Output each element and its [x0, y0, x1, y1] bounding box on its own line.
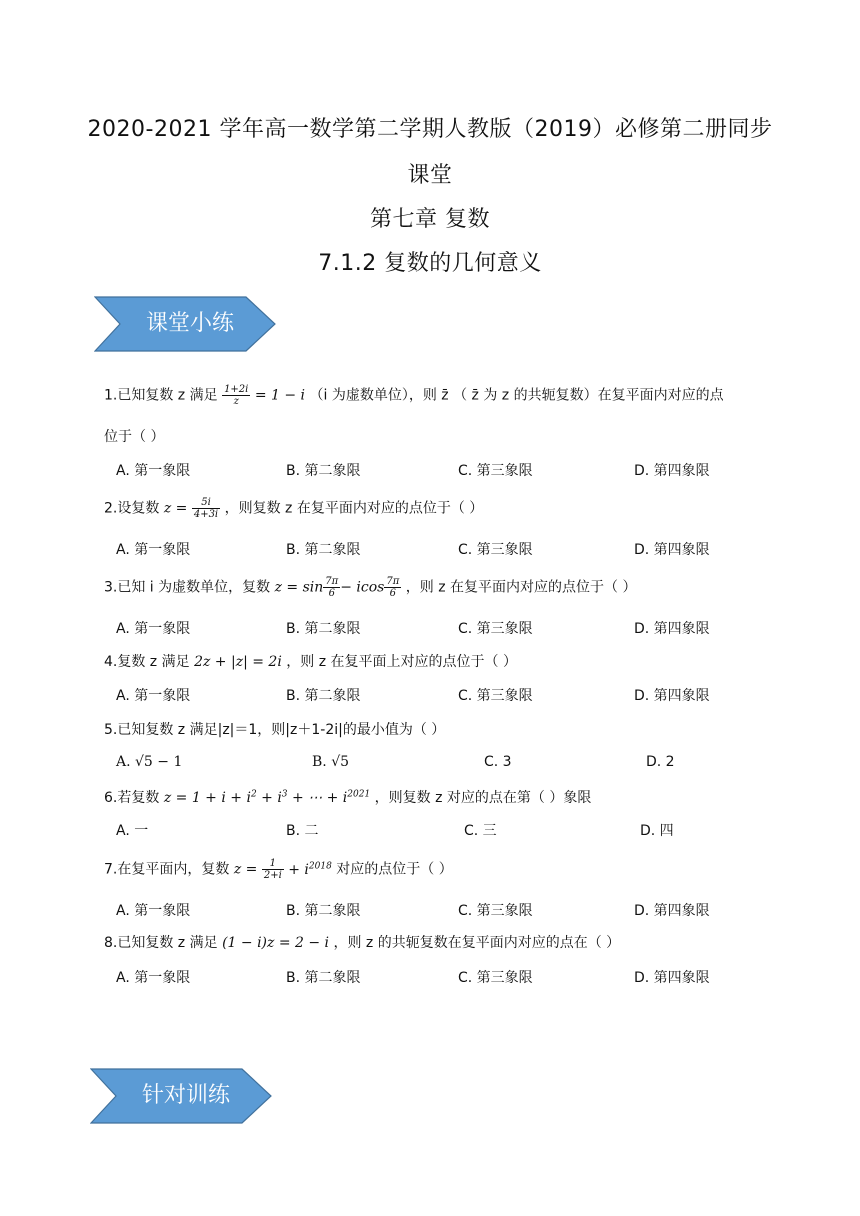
option-d: D. 第四象限 [634, 970, 710, 986]
question-text-cont: ，则复数 z 对应的点在第（ ）象限 [374, 790, 592, 806]
question-number: 7. [104, 861, 118, 878]
question-1-line2: 位于（ ） [104, 429, 165, 445]
option-a: A. 第一象限 [116, 463, 191, 479]
numerator: 1 [262, 858, 284, 870]
option-d: D. 第四象限 [634, 688, 710, 704]
option-c: C. 第三象限 [458, 463, 533, 479]
question-text: 已知复数 z 满足 [117, 387, 218, 404]
equation-lhs: z = [233, 861, 258, 878]
equation: 2z + |z| = 2i [194, 654, 282, 670]
equation-lhs: z = [163, 500, 188, 517]
fraction [222, 384, 250, 407]
question-number: 4. [104, 654, 118, 670]
option-a: A. 一 [116, 823, 149, 839]
option-d: D. 第四象限 [634, 903, 710, 919]
question-5 [104, 719, 445, 739]
option-b: B. 第二象限 [286, 621, 361, 637]
doc-title-line2: 课堂 [407, 163, 453, 188]
option-a: A. 第一象限 [116, 970, 191, 986]
option-b: B. 第二象限 [286, 970, 361, 986]
equation-part: + ⋯ + i [287, 790, 348, 806]
numerator: 5i [192, 497, 220, 509]
exponent: 2018 [308, 860, 332, 871]
question-text-cont: ，则 z 在复平面内对应的点位于（ ） [405, 579, 637, 596]
question-number: 5. [104, 722, 118, 738]
option-b: B. 第二象限 [286, 542, 361, 558]
option-d: D. 第四象限 [634, 463, 710, 479]
option-c: C. 第三象限 [458, 970, 533, 986]
fraction [192, 497, 220, 520]
option-b: B. √5 [312, 754, 350, 770]
training-banner-label: 针对训练 [141, 1083, 230, 1108]
question-8 [104, 932, 620, 952]
question-text: 已知复数 z 满足 [117, 935, 218, 951]
question-number: 3. [104, 579, 118, 596]
denominator: 2+i [263, 870, 282, 881]
option-a: A. 第一象限 [116, 688, 191, 704]
option-c: C. 第三象限 [458, 688, 533, 704]
practice-banner [94, 296, 274, 352]
question-text: 若复数 [117, 790, 160, 806]
question-2 [104, 497, 483, 520]
option-c: C. 第三象限 [458, 542, 533, 558]
equation-part: z = 1 + i + i [163, 790, 251, 806]
equation: = 1 − i [254, 387, 306, 404]
question-4 [104, 651, 517, 671]
equation [164, 790, 370, 806]
option-b: B. 第二象限 [286, 463, 361, 479]
equation: (1 − i)z = 2 − i [222, 935, 330, 951]
question-text: 设复数 [117, 500, 160, 517]
exponent: 2021 [347, 789, 371, 800]
question-text-cont: 对应的点位于（ ） [336, 861, 453, 878]
option-d: D. 四 [640, 823, 674, 839]
question-text: 在复平面内，复数 [117, 861, 230, 878]
equation-part: + i [256, 790, 282, 806]
option-a: A. 第一象限 [116, 621, 191, 637]
option-c: C. 第三象限 [458, 903, 533, 919]
question-text: 已知 i 为虚数单位，复数 [117, 579, 271, 596]
equation [288, 862, 332, 878]
question-1 [104, 384, 724, 407]
option-c: C. 三 [464, 823, 497, 839]
exponent: 3 [281, 789, 288, 800]
fraction [262, 858, 284, 881]
option-a: A. 第一象限 [116, 542, 191, 558]
option-b: B. 二 [286, 823, 319, 839]
question-text-cont: ，则复数 z 在复平面内对应的点位于（ ） [224, 500, 484, 517]
option-d: D. 第四象限 [634, 621, 710, 637]
exponent: 2 [250, 789, 257, 800]
fraction [323, 576, 340, 599]
question-text-cont: ，则 z 的共轭复数在复平面内对应的点在（ ） [333, 935, 621, 951]
question-6 [104, 787, 591, 807]
equation-mid: − icos [340, 579, 385, 596]
option-c: C. 3 [484, 754, 512, 770]
denominator: 6 [389, 588, 397, 599]
denominator: z [233, 396, 239, 407]
question-number: 8. [104, 935, 118, 951]
denominator: 4+3i [193, 509, 219, 520]
doc-title-line1: 2020-2021 学年高一数学第二学期人教版（2019）必修第二册同步 [87, 117, 773, 142]
question-text: 已知复数 z 满足|z|＝1，则|z＋1-2i|的最小值为（ ） [117, 722, 446, 738]
question-number: 6. [104, 790, 118, 806]
training-banner [90, 1068, 270, 1124]
equation-lhs: z = sin [274, 579, 324, 596]
question-number: 1. [104, 387, 118, 404]
section-title: 7.1.2 复数的几何意义 [318, 251, 542, 276]
numerator: 1+2i [224, 384, 249, 395]
numerator: 7π [325, 576, 339, 587]
option-d: D. 第四象限 [634, 542, 710, 558]
option-b: B. 第二象限 [286, 688, 361, 704]
denominator: 6 [328, 588, 335, 599]
option-a: A. √5 − 1 [116, 754, 183, 770]
question-text-cont: （i 为虚数单位），则 z̄ （ z̄ 为 z 的共轭复数）在复平面内对应的点 [309, 387, 724, 404]
chapter-title: 第七章 复数 [370, 207, 490, 232]
practice-banner-label: 课堂小练 [145, 311, 234, 336]
option-b: B. 第二象限 [286, 903, 361, 919]
equation-part: + i [288, 861, 309, 878]
question-7 [104, 858, 453, 881]
option-c: C. 第三象限 [458, 621, 533, 637]
option-a: A. 第一象限 [116, 903, 191, 919]
question-text-cont: ，则 z 在复平面上对应的点位于（ ） [286, 654, 517, 670]
question-number: 2. [104, 500, 118, 517]
numerator: 7π [386, 576, 400, 587]
question-text: 复数 z 满足 [117, 654, 190, 670]
option-d: D. 2 [646, 754, 675, 770]
question-3 [104, 576, 636, 599]
fraction [384, 576, 401, 599]
